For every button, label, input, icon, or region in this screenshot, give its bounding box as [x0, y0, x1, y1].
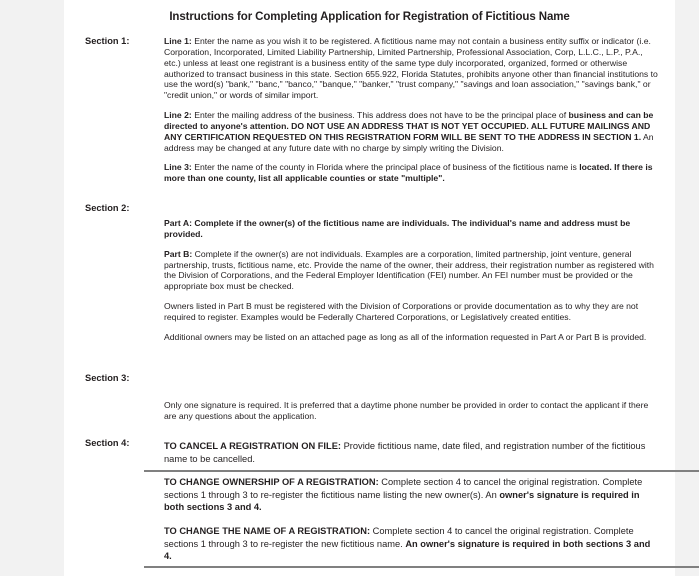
section-2-paragraph-additional-owners: Additional owners may be listed on an attached page as long as all of the information requested in Part A or Part B is provided. [164, 331, 647, 342]
text-part-a: Complete if the owner(s) of the fictitious name are individuals. The individual's name and address must be provided. [164, 218, 631, 239]
section-4-paragraph-change-name [164, 525, 659, 563]
section-4-label: Section 4: [85, 438, 130, 448]
section-1-label: Section 1: [85, 36, 130, 46]
text-line-2: Enter the mailing address of the business. This address does not have to be the principal place of [191, 110, 569, 121]
text-change-name-emphasis: An owner's signature is required in both sections 3 and 4. [164, 538, 651, 562]
text-part-b: Complete if the owner(s) are not individuals. Examples are a corporation, limited partnership, joint venture, general partnership, trusts, fictitious name, etc. Provide the name of the owner, their address, their registration number as registered with the Division of Corporations, and the Federal Employer Identification (FEI) number. An FEI number must be provided or the appropriate box must be checked. [164, 248, 654, 292]
lead-line-3: Line 3: [164, 162, 192, 173]
lead-change-name: TO CHANGE THE NAME OF A REGISTRATION: [164, 525, 371, 536]
section-3-label: Section 3: [85, 373, 130, 383]
text-change-ownership: Complete section 4 to cancel the original registration. Complete sections 1 through 3 to re-register the fictitious name listing the new owner(s). An [164, 477, 643, 500]
section-2-label: Section 2: [85, 203, 130, 213]
horizontal-rule-upper [144, 470, 699, 472]
text-line-2-emphasis: business and can be directed to anyone's attention. DO NOT USE AN ADDRESS THAT IS NOT YET OCCUPIED. ALL FUTURE MAILINGS AND ANY CERTIFICATION REQUESTED ON THIS REGISTRATION FORM WILL BE SENT TO THE ADDRESS IN SECTION 1. [164, 110, 654, 142]
section-1-body [164, 36, 659, 184]
text-line-1: Enter the name as you wish it to be registered. A fictitious name may not contain a business entity suffix or indicator (i.e. Corporation, Incorporated, Limited Liability Partnership, Limited Partnership, Professional Association, Corp, L.L.C., L.P., P.A., etc.) unless at least one registrant is a business entity of the same type duly incorporated, organized, formed or otherwise authorized to transact business in this state. Section 655.922, Florida Statutes, prohibits anyone other than financial institutions to use the word(s) "bank," "banc," "banco," "banque," "banker," "trust company," "savings and loan association," "savings bank," or "credit union," or words of similar import. [164, 36, 658, 101]
lead-line-2: Line 2: [164, 110, 192, 121]
section-2-body [164, 218, 659, 343]
lead-change-ownership: TO CHANGE OWNERSHIP OF A REGISTRATION: [164, 477, 379, 488]
lead-part-b: Part B: [164, 248, 193, 259]
section-1-paragraph-line-1 [164, 36, 659, 101]
lead-part-a: Part A: [164, 218, 192, 228]
text-line-2-tail: An address may be changed at any future date with no charge by simply writing the Division. [164, 131, 654, 153]
text-change-name: Complete section 4 to cancel the original registration. Complete sections 1 through 3 to re-register the new fictitious name. [164, 525, 634, 549]
lead-cancel-registration: TO CANCEL A REGISTRATION ON FILE: [164, 441, 341, 451]
section-4-paragraph-cancel [164, 440, 659, 465]
section-1-paragraph-line-2 [164, 110, 659, 153]
text-line-3-emphasis: located. If there is more than one county, list all applicable counties or state "multiple". [164, 162, 653, 184]
text-change-ownership-emphasis: owner's signature is required in both sections 3 and 4. [164, 489, 640, 513]
document-page [64, 0, 675, 576]
text-cancel-registration: Provide fictitious name, date filed, and registration number of the fictitious name to be cancelled. [164, 441, 646, 464]
section-2-paragraph-part-a [164, 218, 659, 240]
page-title: Instructions for Completing Application for Registration of Fictitious Name [169, 11, 570, 23]
horizontal-rule-lower [144, 566, 699, 568]
section-3-paragraph-signature: Only one signature is required. It is preferred that a daytime phone number be provided in order to contact the applicant if there are any questions about the application. [164, 400, 649, 421]
lead-line-1: Line 1: [164, 36, 192, 46]
section-2-paragraph-part-b [164, 249, 659, 292]
section-2-paragraph-owners: Owners listed in Part B must be registered with the Division of Corporations or provide documentation as to why they are not required to register. Examples would be Federally Chartered Corporations, or Legislatively created entities. [164, 301, 639, 322]
section-1-paragraph-line-3 [164, 162, 659, 184]
section-4-paragraph-change-ownership [164, 476, 659, 514]
section-4-body [164, 440, 659, 574]
section-3-body [164, 400, 659, 422]
text-line-3: Enter the name of the county in Florida where the principal place of business of the fictitious name is [191, 162, 580, 173]
